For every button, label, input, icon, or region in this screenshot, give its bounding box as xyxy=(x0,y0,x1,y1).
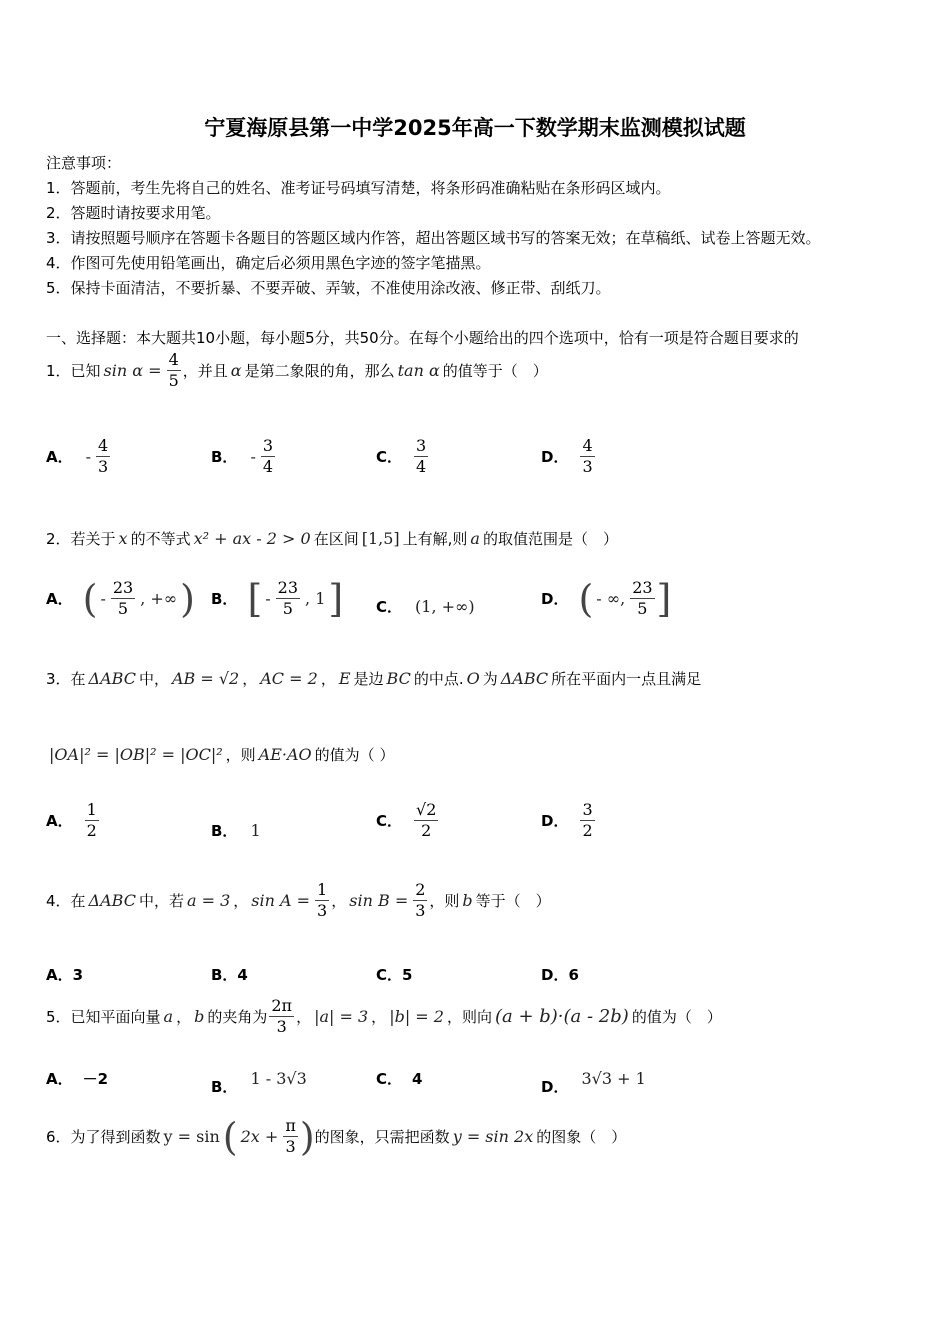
q6-text: 的图象（ ） xyxy=(536,1128,627,1146)
q1-text: ，并且 xyxy=(182,362,228,380)
q4-math: sin A = xyxy=(251,891,311,910)
q1-sin: sin α = xyxy=(103,361,162,380)
q3-math: O xyxy=(466,669,480,688)
question-3-condition xyxy=(46,744,394,765)
q4-text: 4．在 xyxy=(46,892,86,910)
q5-text: ， xyxy=(371,1008,387,1026)
q4-text: ， xyxy=(233,892,249,910)
q5-option-b[interactable]: B． 1 - 3√3 xyxy=(211,1069,307,1096)
notice-item: 5．保持卡面清洁，不要折暴、不要弄破、弄皱，不准使用涂改液、修正带、刮纸刀。 xyxy=(46,279,611,297)
q5-text: 的夹角为 xyxy=(207,1008,268,1026)
q4-option-d[interactable]: D．6 xyxy=(541,966,579,984)
q5-math: b xyxy=(194,1007,205,1026)
q3-option-b[interactable]: B． 1 xyxy=(211,821,261,840)
q4-text: ，则 xyxy=(429,892,460,910)
q2-text: 上有解,则 xyxy=(402,530,468,548)
q3-text: ，则 xyxy=(225,746,256,764)
q3-math: AB = √2 xyxy=(171,669,240,688)
q2-interval: [1,5] xyxy=(361,529,400,548)
question-6: 6．为了得到函数 y = sin ( 2x + $\frac{\pi}{3}$ ) 的图象，只需把函数 y = sin 2x 的图象（ ） xyxy=(46,1114,627,1159)
question-4: 4．在 ΔABC 中，若 a = 3 ， sin A = $\frac{1}{3}$ ， sin B = $\frac{2}{3}$ ，则 b 等于（ ） xyxy=(46,880,551,920)
q3-text: 是边 xyxy=(353,670,384,688)
q2-option-a[interactable]: A． ( - $\frac{23}{5}$ , +∞ ) xyxy=(46,576,195,621)
q4-option-c[interactable]: C．5 xyxy=(376,966,413,984)
q4-option-a[interactable]: A．3 xyxy=(46,966,84,984)
q1-option-a[interactable]: A． - $\frac{4}{3}$ xyxy=(46,436,109,476)
q2-option-d[interactable]: D． ( - ∞, $\frac{23}{5}$ ] xyxy=(541,576,672,621)
q3-text: 为 xyxy=(482,670,498,688)
q2-text: 的不等式 xyxy=(130,530,191,548)
q5-text: ， xyxy=(296,1008,312,1026)
q3-text: 3．在 xyxy=(46,670,86,688)
question-3 xyxy=(46,668,701,689)
q4-text: ， xyxy=(331,892,347,910)
q1-option-c[interactable]: C． $\frac{3}{4}$ xyxy=(376,436,427,476)
question-2 xyxy=(46,528,618,549)
q3-option-c[interactable]: C． $\frac{√2}{2}$ xyxy=(376,800,437,840)
notice-heading: 注意事项： xyxy=(46,154,122,172)
q5-text: 5．已知平面向量 xyxy=(46,1008,161,1026)
q3-math: E xyxy=(338,669,351,688)
q1-text: 1．已知 xyxy=(46,362,101,380)
q5-math: a xyxy=(163,1007,174,1026)
page-title: 宁夏海原县第一中学2025年高一下数学期末监测模拟试题 xyxy=(204,116,746,140)
q1-text: 是第二象限的角，那么 xyxy=(244,362,395,380)
q3-text: 的值为（ ） xyxy=(314,746,395,764)
q3-text: 所在平面内一点且满足 xyxy=(551,670,702,688)
q3-text: 的中点. xyxy=(413,670,464,688)
q5-text: ， xyxy=(176,1008,192,1026)
q2-text: 的取值范围是（ ） xyxy=(482,530,618,548)
q2-inequality: x² + ax - 2 > 0 xyxy=(193,529,311,548)
q5-option-c[interactable]: C． 4 xyxy=(376,1069,423,1088)
q6-function: y = sin 2x xyxy=(452,1127,534,1146)
q1-option-d[interactable]: D． $\frac{4}{3}$ xyxy=(541,436,593,476)
q4-math: ΔABC xyxy=(88,891,136,910)
q6-text: 6．为了得到函数 xyxy=(46,1128,161,1146)
q2-text: 在区间 xyxy=(313,530,359,548)
q3-text: ， xyxy=(320,670,336,688)
question-1 xyxy=(46,350,548,391)
q3-math: AC = 2 xyxy=(260,669,318,688)
q4-text: 中，若 xyxy=(138,892,184,910)
q2-text: 2．若关于 xyxy=(46,530,116,548)
q4-math: sin B = xyxy=(349,891,409,910)
notice-item: 2．答题时请按要求用笔。 xyxy=(46,204,221,222)
q4-option-b[interactable]: B．4 xyxy=(211,966,248,984)
q3-option-d[interactable]: D． $\frac{3}{2}$ xyxy=(541,800,593,840)
q5-text: ，则向 xyxy=(446,1008,492,1026)
q2-var: x xyxy=(118,529,128,548)
q4-math: b xyxy=(462,891,473,910)
q1-option-b[interactable]: B． - $\frac{3}{4}$ xyxy=(211,436,274,476)
q5-expression: (a + b)·(a - 2b) xyxy=(494,1006,629,1027)
notice-item: 1．答题前，考生先将自己的姓名、准考证号码填写清楚，将条形码准确粘贴在条形码区域内。 xyxy=(46,179,671,197)
q4-math: a = 3 xyxy=(186,891,231,910)
q5-math: |a| = 3 xyxy=(314,1007,369,1026)
q2-option-c[interactable]: C． (1, +∞) xyxy=(376,597,475,616)
notice-item: 3．请按照题号顺序在答题卡各题目的答题区域内作答，超出答题区域书写的答案无效；在草稿纸、试卷上答题无效。 xyxy=(46,229,821,247)
q4-text: 等于（ ） xyxy=(475,892,551,910)
q3-option-a[interactable]: A． $\frac{1}{2}$ xyxy=(46,800,97,840)
q1-text: 的值等于（ ） xyxy=(442,362,548,380)
q1-alpha: α xyxy=(230,361,242,380)
q6-function: 2x + xyxy=(240,1127,279,1146)
q5-text: 的值为（ ） xyxy=(631,1008,722,1026)
q6-function: y = sin xyxy=(163,1127,220,1146)
q3-condition: |OA|² = |OB|² = |OC|² xyxy=(49,745,223,764)
section-heading: 一、选择题：本大题共10小题，每小题5分，共50分。在每个小题给出的四个选项中，恰有一项是符合题目要求的 xyxy=(46,329,799,347)
q3-math: ΔABC xyxy=(500,669,549,688)
q2-option-b[interactable]: B． [ - $\frac{23}{5}$ , 1 ] xyxy=(211,576,344,621)
q3-math: BC xyxy=(386,669,411,688)
q1-tan: tan α xyxy=(397,361,440,380)
q5-option-a[interactable]: A． －2 xyxy=(46,1070,109,1088)
q2-var: a xyxy=(470,529,480,548)
q1-fraction: $\frac{4}{5}$ xyxy=(168,350,179,390)
q3-math: ΔABC xyxy=(88,669,136,688)
q5-option-d[interactable]: D． 3√3 + 1 xyxy=(541,1069,646,1096)
question-5: 5．已知平面向量 a ， b 的夹角为 $\frac{2\pi}{3}$ ， |a| = 3 ， |b| = 2 ，则向 (a + b)·(a - 2b) 的值为（ ） xyxy=(46,996,722,1036)
q5-math: |b| = 2 xyxy=(389,1007,444,1026)
q3-dot-product: AE·AO xyxy=(258,745,312,764)
q6-text: 的图象，只需把函数 xyxy=(314,1128,450,1146)
notice-item: 4．作图可先使用铅笔画出，确定后必须用黑色字迹的签字笔描黑。 xyxy=(46,254,491,272)
q3-text: 中， xyxy=(138,670,169,688)
q3-text: ， xyxy=(242,670,258,688)
